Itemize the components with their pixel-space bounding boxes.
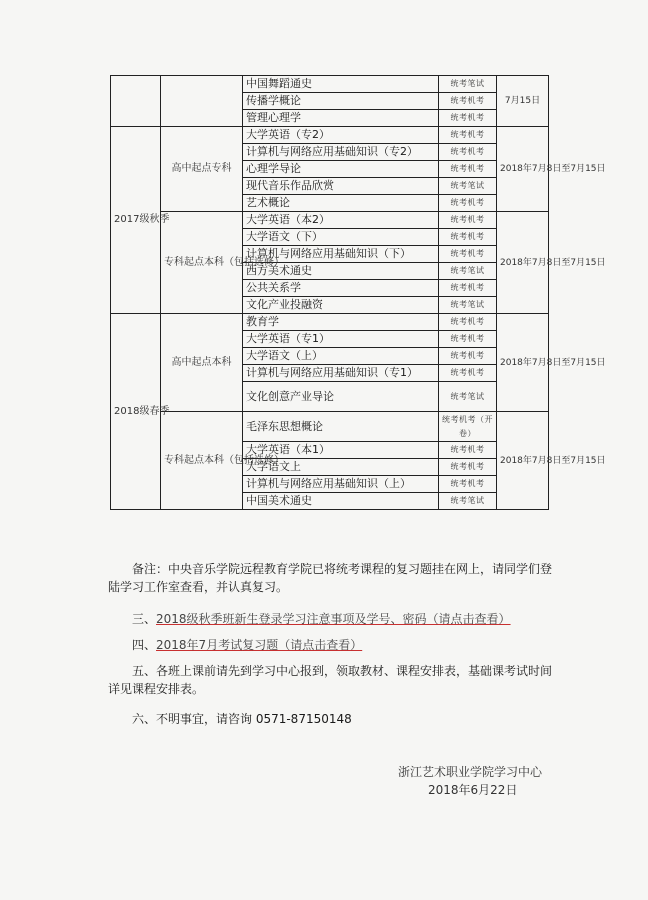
course-name-cell: 中国舞蹈通史 bbox=[243, 76, 439, 93]
exam-mode-cell: 统考笔试 bbox=[439, 382, 497, 412]
exam-review-link[interactable]: 2018年7月考试复习题（请点击查看） bbox=[156, 638, 363, 652]
course-name-cell: 大学英语（专2） bbox=[243, 127, 439, 144]
course-name-cell: 大学语文上 bbox=[243, 459, 439, 476]
course-name-cell: 大学语文（下） bbox=[243, 229, 439, 246]
exam-schedule-table bbox=[110, 75, 606, 510]
notice-item-3 bbox=[108, 610, 558, 628]
exam-mode-cell: 统考机考 bbox=[439, 93, 497, 110]
course-name-cell: 计算机与网络应用基础知识（上） bbox=[243, 476, 439, 493]
exam-mode-cell: 统考笔试 bbox=[439, 297, 497, 314]
course-name-cell: 艺术概论 bbox=[243, 195, 439, 212]
course-name-cell: 大学英语（本1） bbox=[243, 442, 439, 459]
course-name-cell: 传播学概论 bbox=[243, 93, 439, 110]
exam-date-cell: 2018年7月8日至7月15日 bbox=[497, 412, 549, 510]
exam-mode-cell: 统考机考 bbox=[439, 229, 497, 246]
course-name-cell: 教育学 bbox=[243, 314, 439, 331]
course-name-cell: 计算机与网络应用基础知识（专1） bbox=[243, 365, 439, 382]
exam-mode-cell: 统考机考 bbox=[439, 127, 497, 144]
course-name-cell: 计算机与网络应用基础知识（专2） bbox=[243, 144, 439, 161]
course-name-cell: 公共关系学 bbox=[243, 280, 439, 297]
course-name-cell: 大学英语（本2） bbox=[243, 212, 439, 229]
new-student-login-link[interactable]: 2018级秋季班新生登录学习注意事项及学号、密码（请点击查看） bbox=[156, 612, 511, 626]
table-row bbox=[111, 212, 549, 229]
course-name-cell: 大学语文（上） bbox=[243, 348, 439, 365]
course-name-cell: 文化产业投融资 bbox=[243, 297, 439, 314]
course-name-cell: 管理心理学 bbox=[243, 110, 439, 127]
exam-mode-cell: 统考机考 bbox=[439, 476, 497, 493]
course-name-cell: 中国美术通史 bbox=[243, 493, 439, 510]
remark-note: 备注：中央音乐学院远程教育学院已将统考课程的复习题挂在网上，请同学们登陆学习工作室查看，并认真复习。 bbox=[108, 562, 553, 594]
table-row bbox=[111, 127, 549, 144]
exam-mode-cell: 统考笔试 bbox=[439, 178, 497, 195]
course-name-cell: 文化创意产业导论 bbox=[243, 382, 439, 412]
exam-mode-cell: 统考机考 bbox=[439, 144, 497, 161]
exam-mode-cell: 统考机考 bbox=[439, 331, 497, 348]
exam-date-cell: 7月15日 bbox=[497, 76, 549, 127]
item-3-prefix: 三、 bbox=[132, 612, 157, 626]
table-row bbox=[111, 314, 549, 331]
exam-mode-cell: 统考笔试 bbox=[439, 263, 497, 280]
exam-mode-cell: 统考机考（开卷） bbox=[439, 412, 497, 442]
exam-mode-cell: 统考机考 bbox=[439, 348, 497, 365]
exam-mode-cell: 统考机考 bbox=[439, 280, 497, 297]
course-name-cell: 大学英语（专1） bbox=[243, 331, 439, 348]
table-row bbox=[111, 412, 549, 442]
signature-org: 浙江艺术职业学院学习中心 bbox=[398, 765, 543, 779]
exam-mode-cell: 统考机考 bbox=[439, 212, 497, 229]
course-name-cell: 心理学导论 bbox=[243, 161, 439, 178]
exam-mode-cell: 统考机考 bbox=[439, 246, 497, 263]
course-name-cell: 西方美术通史 bbox=[243, 263, 439, 280]
notice-item-4 bbox=[108, 636, 558, 654]
exam-date-cell: 2018年7月8日至7月15日 bbox=[497, 212, 549, 314]
exam-mode-cell: 统考笔试 bbox=[439, 493, 497, 510]
level-cell: 专科起点本科（包括选修） bbox=[161, 212, 243, 314]
exam-mode-cell: 统考机考 bbox=[439, 365, 497, 382]
exam-mode-cell: 统考机考 bbox=[439, 161, 497, 178]
exam-mode-cell: 统考笔试 bbox=[439, 76, 497, 93]
exam-date-cell: 2018年7月8日至7月15日 bbox=[497, 127, 549, 212]
exam-mode-cell: 统考机考 bbox=[439, 195, 497, 212]
exam-mode-cell: 统考机考 bbox=[439, 442, 497, 459]
notice-item-5: 五、各班上课前请先到学习中心报到，领取教材、课程安排表，基础课考试时间详见课程安排表。 bbox=[108, 664, 553, 696]
table-row bbox=[111, 76, 549, 93]
course-name-cell: 计算机与网络应用基础知识（下） bbox=[243, 246, 439, 263]
exam-date-cell: 2018年7月8日至7月15日 bbox=[497, 314, 549, 412]
grade-cell: 2018级春季 bbox=[111, 314, 161, 510]
level-cell: 专科起点本科（包括选修） bbox=[161, 412, 243, 510]
level-cell bbox=[161, 76, 243, 127]
notice-item-6: 六、不明事宜，请咨询 0571-87150148 bbox=[132, 712, 352, 726]
exam-mode-cell: 统考机考 bbox=[439, 314, 497, 331]
level-cell: 高中起点本科 bbox=[161, 314, 243, 412]
course-name-cell: 毛泽东思想概论 bbox=[243, 412, 439, 442]
course-name-cell: 现代音乐作品欣赏 bbox=[243, 178, 439, 195]
signature-date: 2018年6月22日 bbox=[428, 783, 518, 797]
exam-mode-cell: 统考机考 bbox=[439, 110, 497, 127]
grade-cell bbox=[111, 76, 161, 127]
item-4-prefix: 四、 bbox=[132, 638, 157, 652]
exam-mode-cell: 统考机考 bbox=[439, 459, 497, 476]
level-cell: 高中起点专科 bbox=[161, 127, 243, 212]
grade-cell: 2017级秋季 bbox=[111, 127, 161, 314]
